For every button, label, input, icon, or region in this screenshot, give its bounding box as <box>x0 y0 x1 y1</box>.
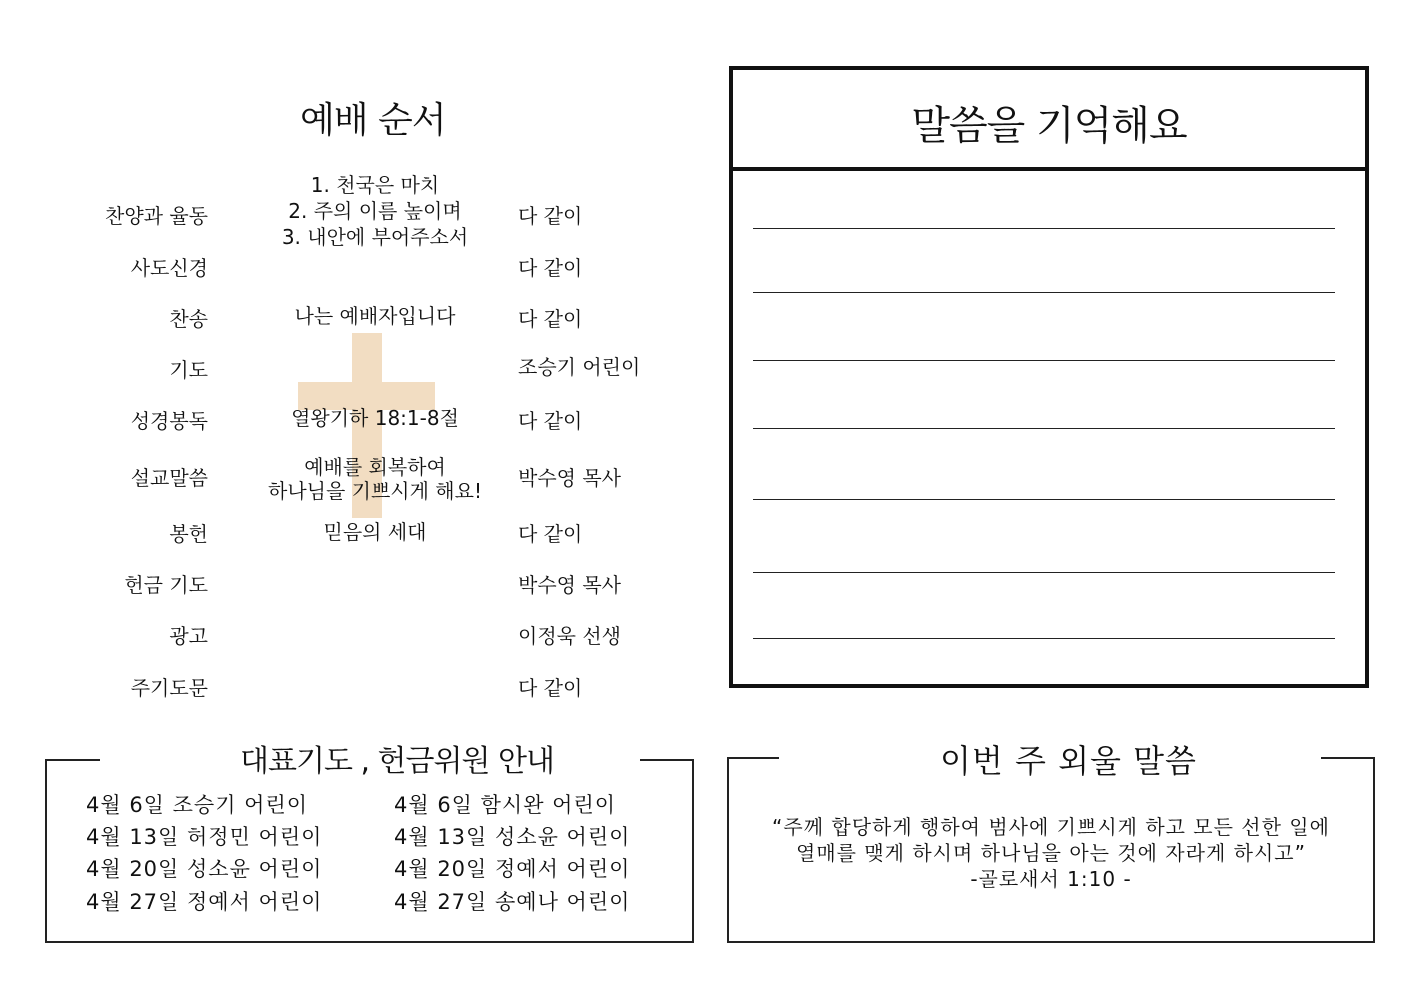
order-label: 주기도문 <box>130 676 208 700</box>
prayer-box-top-left <box>45 759 100 761</box>
order-who: 다 같이 <box>518 307 583 331</box>
order-label: 봉헌 <box>169 522 208 546</box>
prayer-entry: 4월 27일 정예서 어린이 <box>86 890 323 914</box>
order-label: 헌금 기도 <box>124 573 208 597</box>
verse-reference: -골로새서 1:10 - <box>970 867 1132 891</box>
offering-entry: 4월 13일 성소윤 어린이 <box>394 825 631 849</box>
order-label: 찬양과 율동 <box>105 204 208 228</box>
writing-line[interactable] <box>753 499 1335 500</box>
order-title: 예배 순서 <box>300 100 446 141</box>
order-who: 다 같이 <box>518 676 583 700</box>
order-label: 광고 <box>169 624 208 648</box>
order-content-line: 2. 주의 이름 높이며 <box>288 199 462 223</box>
order-who: 다 같이 <box>518 522 583 546</box>
order-who: 조승기 어린이 <box>518 355 641 379</box>
order-content <box>250 172 500 250</box>
prayer-box-top-right <box>640 759 692 761</box>
order-content: 열왕기하 18:1-8절 <box>291 406 459 430</box>
order-content-line: 3. 내안에 부어주소서 <box>281 225 469 249</box>
verse-line: “주께 합당하게 행하여 범사에 기쁘시게 하고 모든 선한 일에 <box>772 815 1330 839</box>
verse-line: 열매를 맺게 하시며 하나님을 아는 것에 자라게 하시고” <box>796 841 1306 865</box>
order-label: 기도 <box>169 358 208 382</box>
writing-line[interactable] <box>753 572 1335 573</box>
memory-header <box>733 70 1365 171</box>
prayer-title: 대표기도 , 헌금위원 안내 <box>240 736 554 780</box>
memory-title: 말씀을 기억해요 <box>911 103 1187 149</box>
order-content: 믿음의 세대 <box>323 520 427 544</box>
order-content-line: 1. 천국은 마치 <box>310 173 440 197</box>
writing-line[interactable] <box>753 228 1335 229</box>
order-who: 이정욱 선생 <box>518 624 621 648</box>
writing-line[interactable] <box>753 360 1335 361</box>
order-label: 사도신경 <box>130 256 208 280</box>
offering-entry: 4월 6일 함시완 어린이 <box>394 793 617 817</box>
order-label: 성경봉독 <box>130 409 208 433</box>
order-who: 다 같이 <box>518 256 583 280</box>
order-who: 박수영 목사 <box>518 466 621 490</box>
verse-box-top-left <box>727 757 779 759</box>
order-who: 박수영 목사 <box>518 573 621 597</box>
verse-title: 이번 주 외울 말씀 <box>940 742 1197 780</box>
writing-line[interactable] <box>753 428 1335 429</box>
order-who: 다 같이 <box>518 204 583 228</box>
prayer-entry: 4월 13일 허정민 어린이 <box>86 825 323 849</box>
order-content <box>250 455 500 503</box>
verse-box-top-right <box>1321 757 1373 759</box>
order-who: 다 같이 <box>518 409 583 433</box>
prayer-entry: 4월 6일 조승기 어린이 <box>86 793 309 817</box>
prayer-entry: 4월 20일 성소윤 어린이 <box>86 857 323 881</box>
order-label: 찬송 <box>169 307 208 331</box>
order-content-line: 하나님을 기쁘시게 해요! <box>268 479 482 503</box>
order-label: 설교말씀 <box>130 466 208 490</box>
writing-line[interactable] <box>753 638 1335 639</box>
memory-box <box>729 66 1369 688</box>
offering-entry: 4월 20일 정예서 어린이 <box>394 857 631 881</box>
offering-entry: 4월 27일 송예나 어린이 <box>394 890 631 914</box>
order-content-line: 예배를 회복하여 <box>304 455 446 479</box>
writing-line[interactable] <box>753 292 1335 293</box>
order-content: 나는 예배자입니다 <box>294 304 456 328</box>
